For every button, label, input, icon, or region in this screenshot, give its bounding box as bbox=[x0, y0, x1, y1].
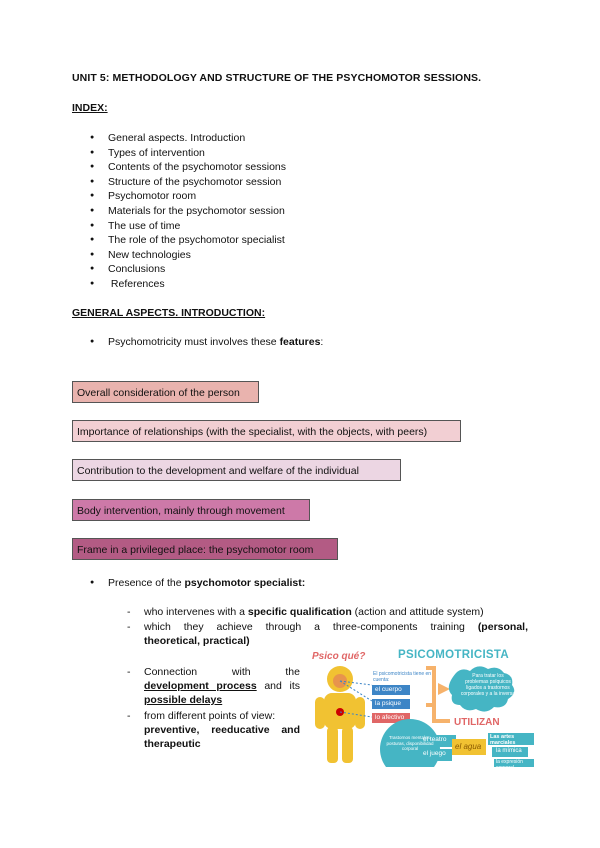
uses-heading: UTILIZAN bbox=[454, 717, 500, 728]
specialist-text: Presence of the bbox=[108, 577, 185, 589]
intro-text: El psicomotricista tiene en cuenta: bbox=[373, 671, 432, 683]
qualification-line bbox=[144, 606, 534, 620]
features-text: Psychomotricity must involves these bbox=[108, 336, 280, 348]
index-item: ● Types of intervention bbox=[90, 146, 390, 161]
points-of-view-line: from different points of view: bbox=[144, 710, 276, 722]
document-title: UNIT 5: METHODOLOGY AND STRUCTURE OF THE PSYCHOMOTOR SESSIONS. bbox=[72, 72, 482, 84]
specialist-bullet bbox=[90, 576, 490, 591]
psychomotor-infographic bbox=[310, 645, 536, 771]
tool-water: el agua bbox=[455, 742, 482, 751]
possible-delays-text: possible delays bbox=[144, 694, 223, 706]
circle-text: Trastornos mentales, posturas, disponibilidad corporal bbox=[386, 735, 434, 751]
qualification-bold: specific qualification bbox=[247, 606, 352, 618]
features-bold: features bbox=[279, 336, 321, 348]
tag-psyche-label: la psique bbox=[375, 700, 402, 707]
tool-game: el juego bbox=[423, 750, 446, 757]
feature-box-psychomotor-room: Frame in a privileged place: the psychomotor room bbox=[72, 538, 338, 560]
index-item: ● General aspects. Introduction bbox=[90, 131, 390, 146]
index-item: ● References bbox=[90, 277, 390, 292]
cloud-text: Para tratar los problemas psíquicos ligados a trastornos corporales y a la inversa bbox=[460, 673, 516, 697]
tag-body-label: el cuerpo bbox=[375, 686, 402, 693]
training-bold: (personal, bbox=[477, 621, 528, 633]
development-line bbox=[144, 680, 300, 694]
points-of-view-bold: preventive, reeducative and bbox=[144, 724, 300, 736]
feature-box-overall-consideration: Overall consideration of the person bbox=[72, 381, 259, 403]
feature-box-relationships: Importance of relationships (with the specialist, with the objects, with peers) bbox=[72, 420, 461, 442]
qualification-text: who intervenes with a bbox=[144, 606, 248, 618]
index-heading: INDEX: bbox=[72, 102, 108, 114]
dash-marker: - bbox=[127, 710, 131, 722]
specialist-bold: psychomotor specialist: bbox=[184, 577, 306, 589]
index-list bbox=[90, 131, 390, 292]
feature-box-development-welfare: Contribution to the development and welfare of the individual bbox=[72, 459, 401, 481]
dash-marker: - bbox=[127, 666, 131, 678]
tag-affective-label: lo afectivo bbox=[375, 714, 405, 721]
features-colon: : bbox=[320, 336, 324, 348]
index-item: ● Psychomotor room bbox=[90, 189, 390, 204]
index-item: ● The use of time bbox=[90, 219, 390, 234]
features-bullet bbox=[90, 335, 490, 350]
index-item: ● The role of the psychomotor specialist bbox=[90, 233, 390, 248]
index-item: ● Materials for the psychomotor session bbox=[90, 204, 390, 219]
points-of-view-bold-2: therapeutic bbox=[144, 738, 201, 750]
tool-theatre: el teatro bbox=[423, 736, 447, 743]
training-line-2: theoretical, practical) bbox=[144, 635, 250, 647]
infographic-heading: PSICOMOTRICISTA bbox=[398, 649, 509, 661]
training-line bbox=[144, 621, 528, 635]
tool-martial-arts: Las artes marciales bbox=[490, 734, 516, 746]
dash-marker: - bbox=[127, 606, 131, 618]
index-item: ● Conclusions bbox=[90, 262, 390, 277]
general-aspects-heading: GENERAL ASPECTS. INTRODUCTION: bbox=[72, 307, 266, 319]
feature-box-body-intervention: Body intervention, mainly through movement bbox=[72, 499, 310, 521]
training-text: which they achieve through a three-components training bbox=[144, 621, 478, 633]
index-item: ● New technologies bbox=[90, 248, 390, 263]
index-item: ● Contents of the psychomotor sessions bbox=[90, 160, 390, 175]
development-process-text: development process bbox=[144, 680, 257, 692]
development-suffix: and its bbox=[256, 680, 300, 692]
tool-body-expression: la expresión corporal bbox=[496, 759, 523, 771]
index-item: ● Structure of the psychomotor session bbox=[90, 175, 390, 190]
qualification-suffix: (action and attitude system) bbox=[351, 606, 484, 618]
question-text: Psico qué? bbox=[312, 651, 366, 662]
dash-marker: - bbox=[127, 621, 131, 633]
connection-line: Connection with the bbox=[144, 666, 300, 678]
tool-mime: la mímica bbox=[496, 748, 522, 754]
